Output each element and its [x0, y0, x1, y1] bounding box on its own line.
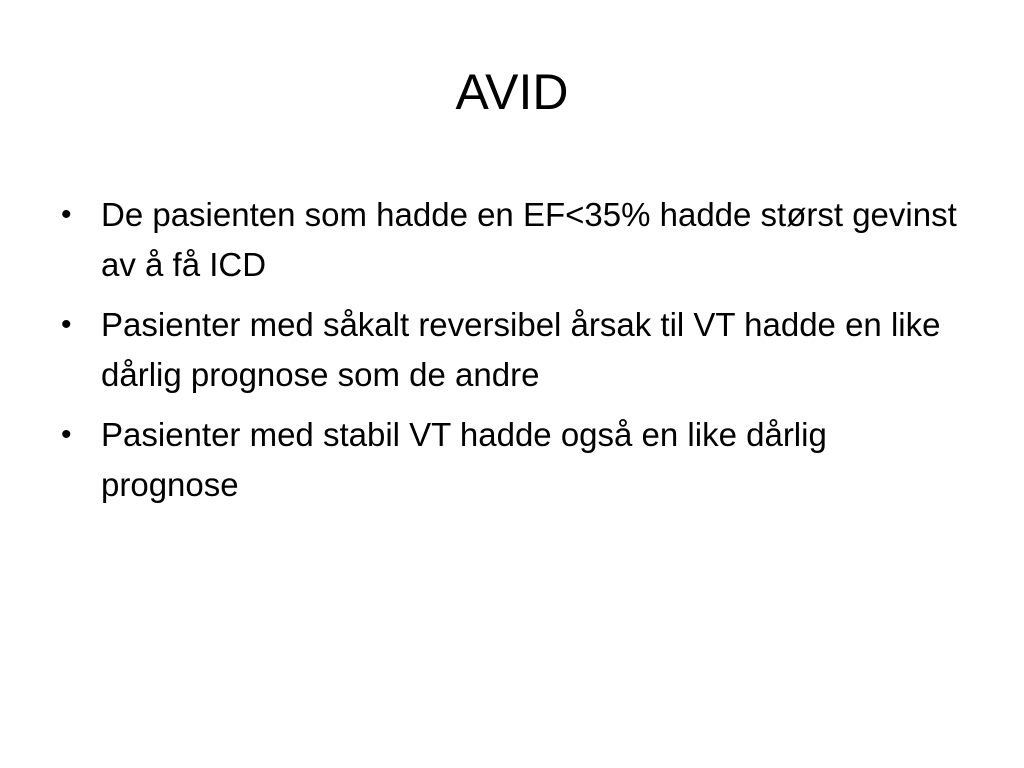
bullet-item [61, 300, 961, 400]
bullet-dot-icon: • [61, 308, 72, 341]
bullet-item [61, 410, 961, 510]
bullet-dot-icon: • [61, 198, 72, 231]
slide-title: AVID [455, 64, 569, 120]
bullet-item [61, 190, 961, 290]
bullet-text: Pasienter med stabil VT hadde også en like dårlig prognose [101, 416, 827, 503]
bullet-text: De pasienten som hadde en EF<35% hadde størst gevinst av å få ICD [101, 196, 957, 283]
bullet-dot-icon: • [61, 418, 72, 451]
bullet-text: Pasienter med såkalt reversibel årsak til VT hadde en like dårlig prognose som de andre [101, 306, 941, 393]
bullet-list [61, 190, 961, 520]
